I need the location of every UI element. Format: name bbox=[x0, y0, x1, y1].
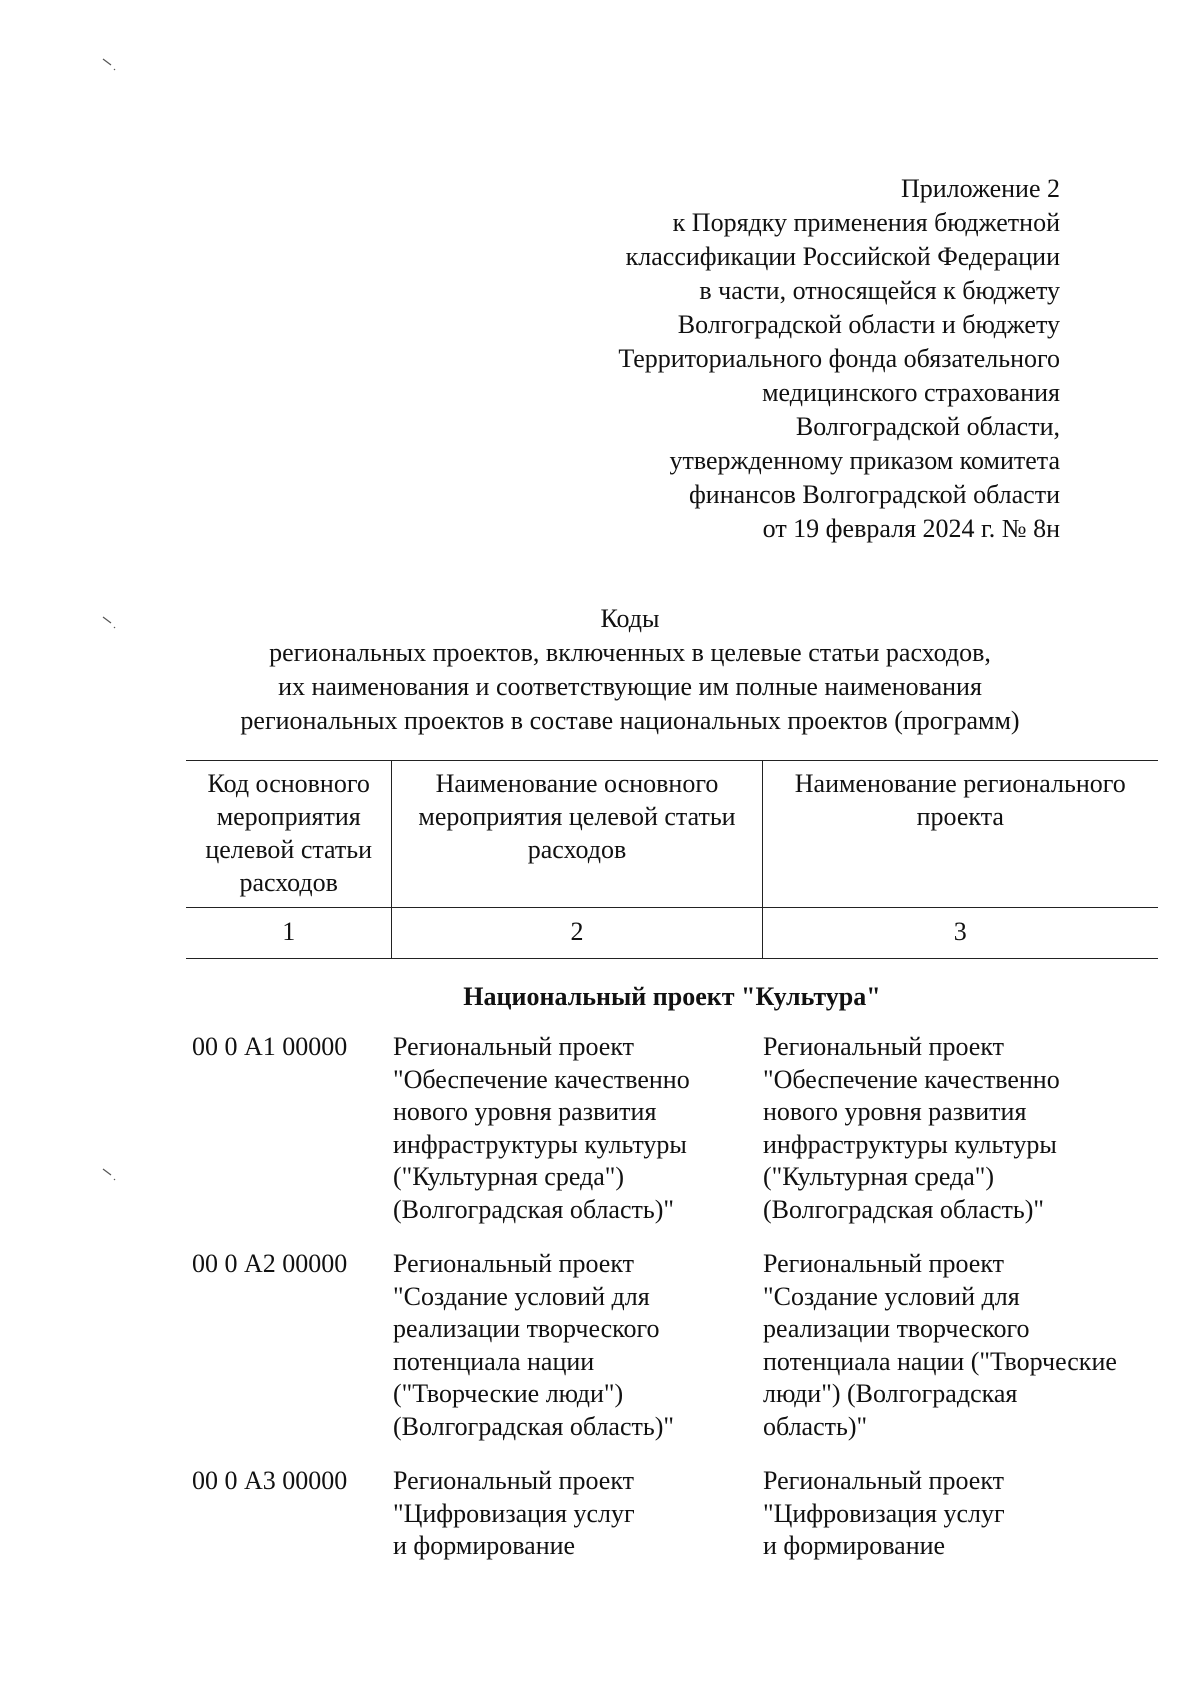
row-project-name: Региональный проект "Создание условий для реализации творческого потенциала нации ("Творческие люди") (Волгоградская область)" bbox=[763, 1249, 1117, 1441]
row-code: 00 0 А1 00000 bbox=[192, 1032, 348, 1061]
header-project-name: Наименование регионального проекта bbox=[762, 761, 1158, 908]
header-event-name: Наименование основного мероприятия целевой статьи расходов bbox=[392, 761, 762, 908]
row-code: 00 0 А2 00000 bbox=[192, 1249, 348, 1278]
column-number: 1 bbox=[186, 908, 392, 959]
appendix-line: Волгоградской области, bbox=[795, 412, 1060, 441]
table-row bbox=[186, 1465, 1158, 1563]
table-header bbox=[186, 760, 1158, 959]
table-row bbox=[186, 1248, 1158, 1443]
appendix-line: финансов Волгоградской области bbox=[688, 480, 1060, 509]
title-line: региональных проектов, включенных в целевые статьи расходов, bbox=[269, 638, 991, 667]
appendix-line: Территориального фонда обязательного bbox=[618, 344, 1060, 373]
appendix-line: Волгоградской области и бюджету bbox=[677, 310, 1060, 339]
appendix-line: к Порядку применения бюджетной bbox=[672, 208, 1060, 237]
title-line: Коды bbox=[600, 604, 660, 633]
appendix-line: классификации Российской Федерации bbox=[625, 242, 1060, 271]
column-number: 2 bbox=[392, 908, 762, 959]
row-event-name: Региональный проект "Создание условий для реализации творческого потенциала нации ("Творческие люди") (Волгоградская область)" bbox=[393, 1249, 674, 1441]
appendix-line: утвержденному приказом комитета bbox=[669, 446, 1060, 475]
document-title bbox=[180, 602, 1080, 738]
table-row bbox=[186, 1031, 1158, 1226]
row-project-name: Региональный проект "Цифровизация услуг и формирование bbox=[763, 1466, 1005, 1560]
title-line: их наименования и соответствующие им полные наименования bbox=[278, 672, 982, 701]
scan-mark bbox=[102, 616, 118, 630]
column-number: 3 bbox=[762, 908, 1158, 959]
codes-table bbox=[186, 760, 1158, 1585]
scan-mark bbox=[102, 58, 118, 72]
section-title: Национальный проект "Культура" bbox=[463, 982, 881, 1011]
appendix-line: медицинского страхования bbox=[762, 378, 1060, 407]
appendix-line: в части, относящейся к бюджету bbox=[699, 276, 1060, 305]
appendix-line: Приложение 2 bbox=[900, 174, 1060, 203]
row-project-name: Региональный проект "Обеспечение качественно нового уровня развития инфраструктуры культуры ("Культурная среда") (Волгоградская область)" bbox=[763, 1032, 1060, 1224]
appendix-header bbox=[500, 172, 1060, 546]
appendix-line: от 19 февраля 2024 г. № 8н bbox=[762, 514, 1060, 543]
row-event-name: Региональный проект "Обеспечение качественно нового уровня развития инфраструктуры культуры ("Культурная среда") (Волгоградская область)" bbox=[393, 1032, 690, 1224]
header-code: Код основного мероприятия целевой статьи расходов bbox=[186, 761, 392, 908]
row-event-name: Региональный проект "Цифровизация услуг и формирование bbox=[393, 1466, 635, 1560]
title-line: региональных проектов в составе национальных проектов (программ) bbox=[240, 706, 1020, 735]
scan-mark bbox=[102, 1168, 118, 1182]
row-code: 00 0 А3 00000 bbox=[192, 1466, 348, 1495]
